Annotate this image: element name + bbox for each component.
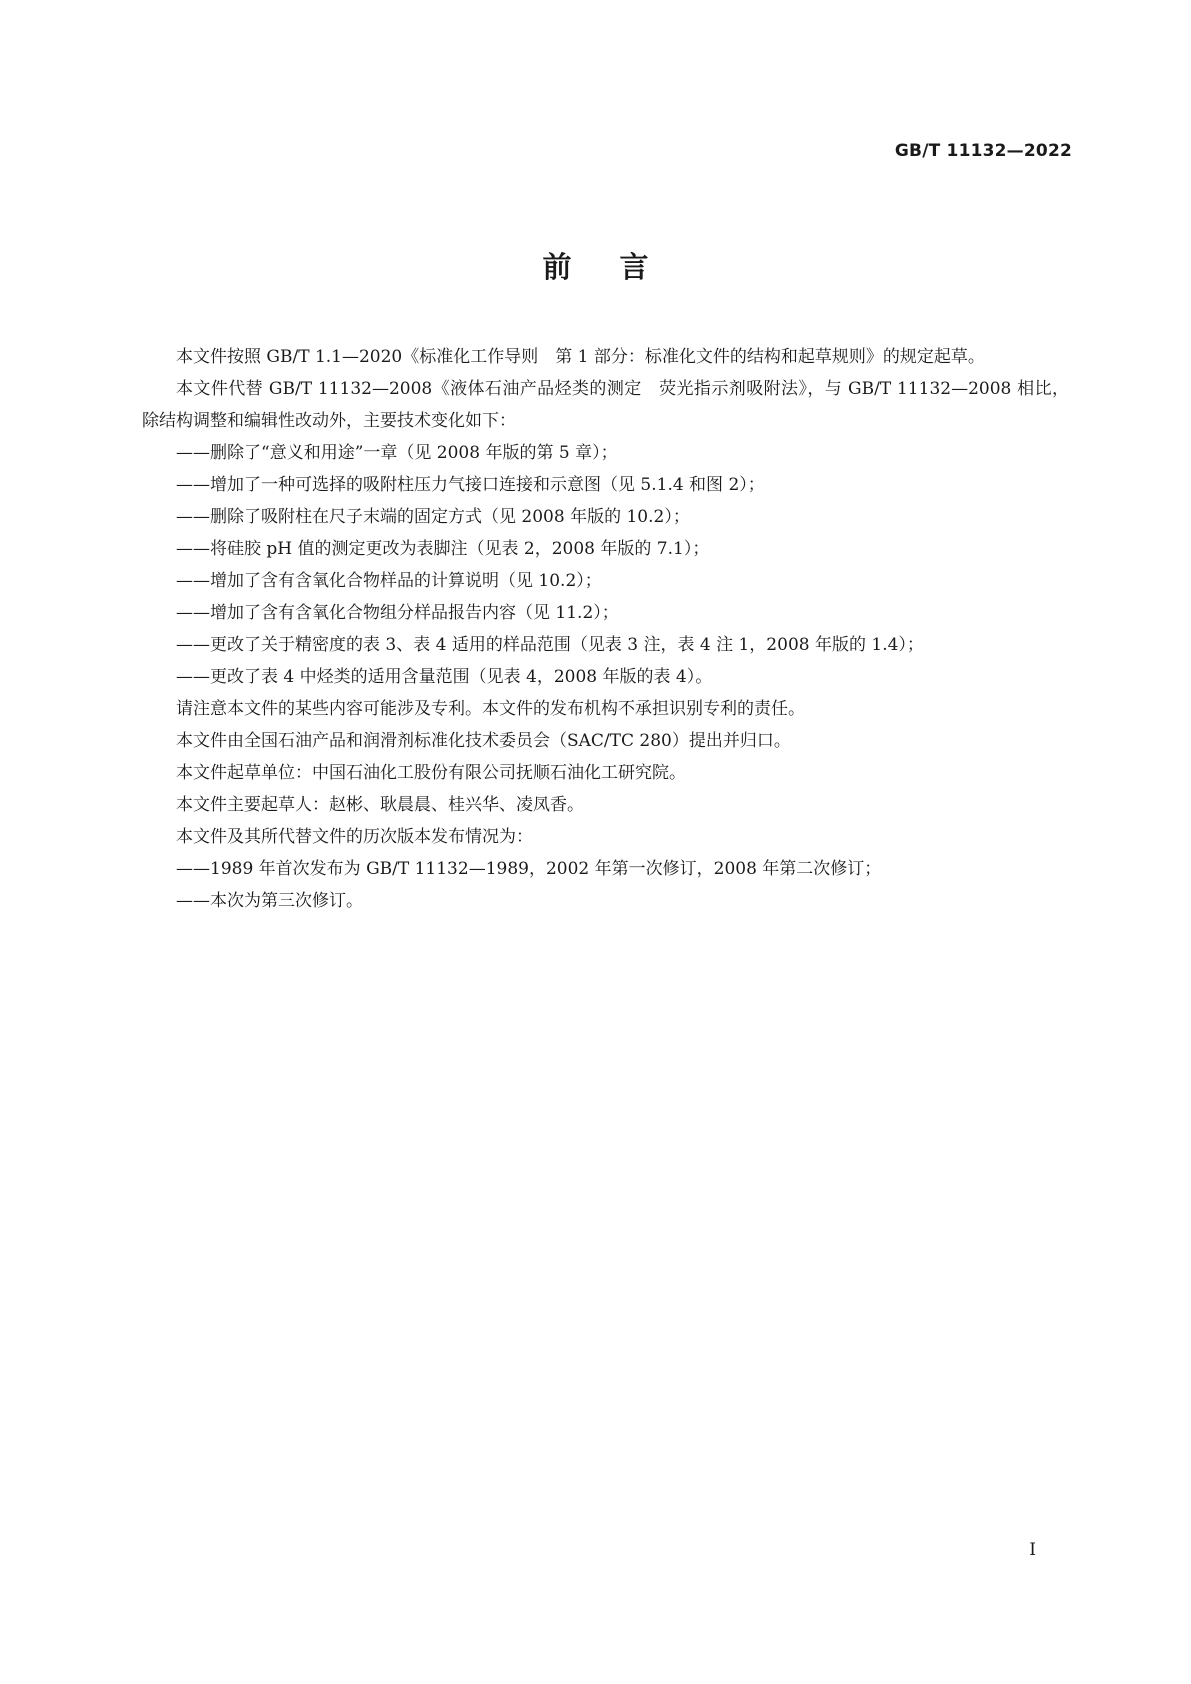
- change-item: ——更改了关于精密度的表 3、表 4 适用的样品范围（见表 3 注，表 4 注 1，2008 年版的 1.4）；: [176, 635, 924, 655]
- committee-notice: 本文件由全国石油产品和润滑剂标准化技术委员会（SAC/TC 280）提出并归口。: [176, 731, 791, 751]
- change-item: ——增加了含有含氧化合物样品的计算说明（见 10.2）；: [176, 571, 602, 591]
- page-title: 前言: [542, 250, 697, 284]
- standard-code: GB/T 11132—2022: [894, 141, 1072, 161]
- history-item: ——1989 年首次发布为 GB/T 11132—1989，2002 年第一次修订，2008 年第二次修订；: [176, 859, 882, 879]
- change-item: ——将硅胶 pH 值的测定更改为表脚注（见表 2，2008 年版的 7.1）；: [176, 539, 710, 559]
- change-item: ——删除了吸附柱在尺子末端的固定方式（见 2008 年版的 10.2）；: [176, 507, 690, 527]
- change-item: ——增加了含有含氧化合物组分样品报告内容（见 11.2）；: [176, 603, 619, 623]
- intro-paragraph: 本文件按照 GB/T 1.1—2020《标准化工作导则 第 1 部分：标准化文件的结构和起草规则》的规定起草。: [176, 347, 985, 367]
- patent-notice: 请注意本文件的某些内容可能涉及专利。本文件的发布机构不承担识别专利的责任。: [176, 699, 805, 719]
- page-number: I: [1029, 1540, 1036, 1560]
- drafters: 本文件主要起草人：赵彬、耿晨晨、桂兴华、凌凤香。: [176, 795, 584, 815]
- change-item: ——增加了一种可选择的吸附柱压力气接口连接和示意图（见 5.1.4 和图 2）；: [176, 475, 765, 495]
- replacement-paragraph: 本文件代替 GB/T 11132—2008《液体石油产品烃类的测定 荧光指示剂吸附法》，与 GB/T 11132—2008 相比，除结构调整和编辑性改动外，主要技术变化如下：: [142, 379, 1069, 431]
- foreword-body: [142, 341, 1069, 917]
- change-item: ——更改了表 4 中烃类的适用含量范围（见表 4，2008 年版的表 4）。: [176, 667, 713, 687]
- change-item: ——删除了“意义和用途”一章（见 2008 年版的第 5 章）；: [176, 443, 618, 463]
- history-item: ——本次为第三次修订。: [176, 891, 363, 911]
- history-intro: 本文件及其所代替文件的历次版本发布情况为：: [176, 827, 533, 847]
- drafting-unit: 本文件起草单位：中国石油化工股份有限公司抚顺石油化工研究院。: [176, 763, 686, 783]
